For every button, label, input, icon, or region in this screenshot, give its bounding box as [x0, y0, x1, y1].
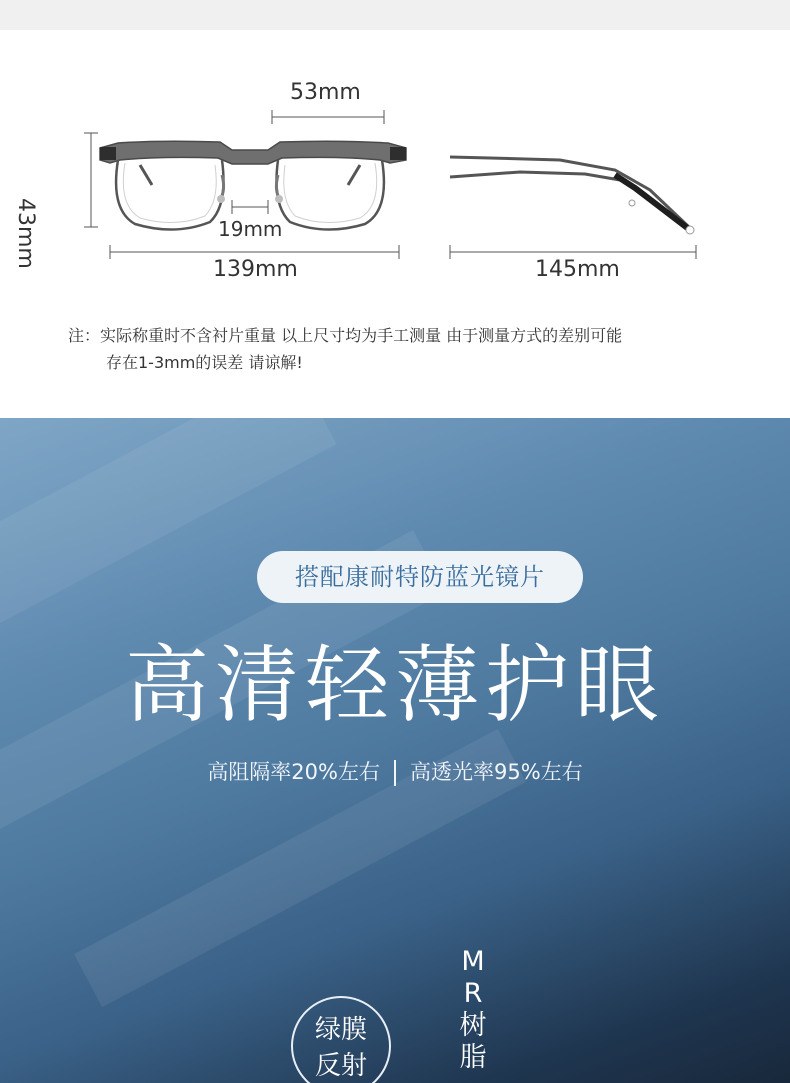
badge-line-2: 反射: [314, 1051, 367, 1081]
vertical-char: R: [463, 978, 483, 1009]
mr-resin-label: [455, 946, 491, 1074]
frame-width-label: 139mm: [213, 257, 298, 282]
transmittance-stat: 高透光率95%左右: [410, 760, 583, 784]
headline: 高清轻薄护眼: [124, 636, 665, 734]
vertical-char: M: [461, 946, 485, 977]
blocking-rate-stat: 高阻隔率20%左右: [207, 760, 380, 784]
measurement-note: [68, 322, 748, 376]
bridge-label: 19mm: [218, 217, 283, 241]
lens-promo-banner: [0, 418, 790, 1083]
lens-brand-pill: 搭配康耐特防蓝光镜片: [257, 551, 583, 603]
badge-line-1: 绿膜: [314, 1015, 367, 1045]
lens-width-label: 53mm: [290, 80, 361, 105]
lens-height-label: 43mm: [13, 198, 38, 269]
vertical-char: 树: [459, 1010, 487, 1041]
note-line-1: 注：实际称重时不含衬片重量 以上尺寸均为手工测量 由于测量方式的差别可能: [68, 326, 623, 345]
glasses-size-diagram: [0, 30, 790, 330]
temple-length-label: 145mm: [535, 257, 620, 282]
lens-stats: [0, 756, 790, 786]
top-strip: [0, 0, 790, 30]
stat-divider: [394, 760, 396, 786]
glasses-illustration: [0, 30, 790, 330]
vertical-char: 脂: [459, 1042, 487, 1073]
green-film-reflection-badge: [291, 996, 391, 1083]
note-line-2: 存在1-3mm的误差 请谅解!: [106, 353, 303, 372]
